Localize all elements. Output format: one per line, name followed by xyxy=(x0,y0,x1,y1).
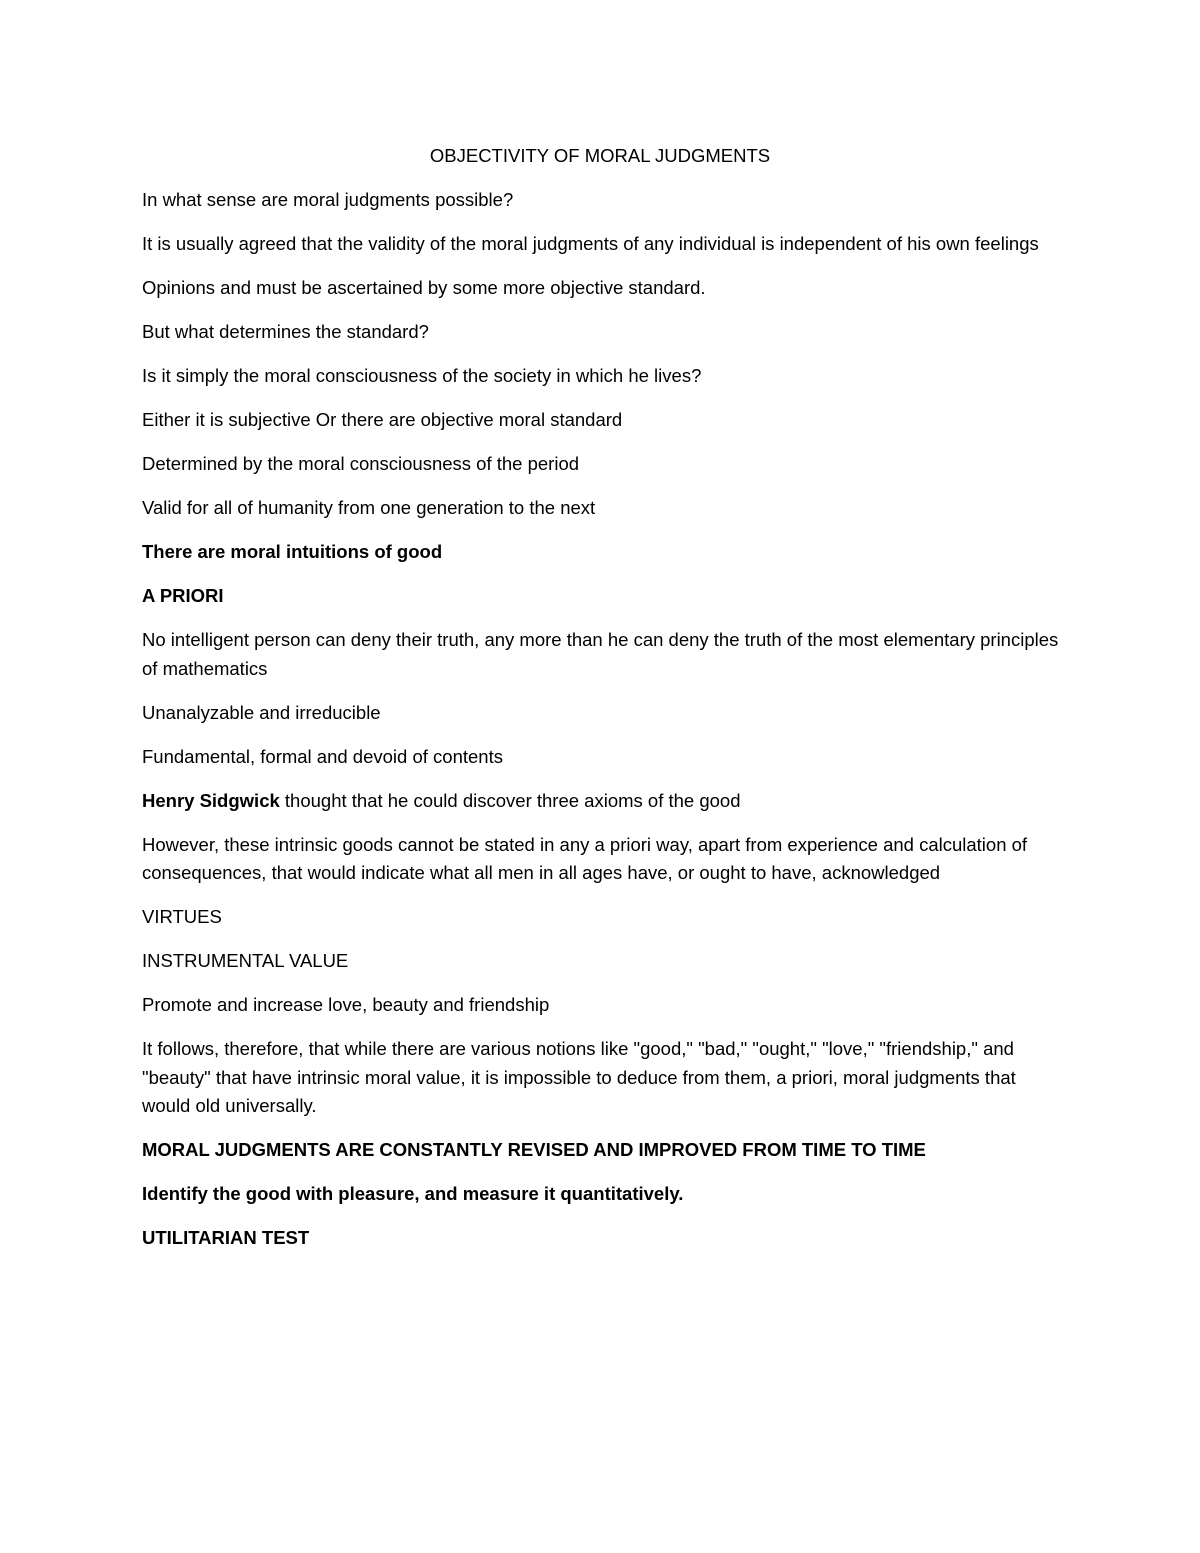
paragraph: However, these intrinsic goods cannot be stated in any a priori way, apart from experience and calculation of consequences, that would indicate what all men in all ages have, or ought to have, acknowledged xyxy=(142,833,1028,883)
bold-heading: Identify the good with pleasure, and measure it quantitatively. xyxy=(142,1183,684,1204)
bold-heading: There are moral intuitions of good xyxy=(142,541,443,562)
person-name: Henry Sidgwick xyxy=(142,789,280,811)
document-title: OBJECTIVITY OF MORAL JUDGMENTS xyxy=(429,145,771,166)
paragraph: Determined by the moral consciousness of the period xyxy=(142,453,580,474)
paragraph: It is usually agreed that the validity of the moral judgments of any individual is independent of his own feelings xyxy=(142,233,1039,254)
paragraph: In what sense are moral judgments possible? xyxy=(142,189,514,210)
paragraph: But what determines the standard? xyxy=(142,321,429,342)
paragraph: Promote and increase love, beauty and friendship xyxy=(142,994,550,1015)
paragraph: Is it simply the moral consciousness of the society in which he lives? xyxy=(142,365,702,386)
paragraph-text: thought that he could discover three axioms of the good xyxy=(279,789,741,811)
bold-heading: A PRIORI xyxy=(142,585,224,606)
paragraph: Valid for all of humanity from one generation to the next xyxy=(142,497,596,518)
bold-heading: UTILITARIAN TEST xyxy=(142,1227,310,1248)
paragraph: Unanalyzable and irreducible xyxy=(142,701,381,723)
paragraph xyxy=(142,787,1067,816)
paragraph: No intelligent person can deny their truth, any more than he can deny the truth of the most elementary principles of mathematics xyxy=(142,629,1059,679)
document-body xyxy=(142,186,1067,1268)
paragraph: INSTRUMENTAL VALUE xyxy=(142,950,349,971)
bold-heading: MORAL JUDGMENTS ARE CONSTANTLY REVISED AND IMPROVED FROM TIME TO TIME xyxy=(142,1139,926,1160)
paragraph: Fundamental, formal and devoid of contents xyxy=(142,745,503,767)
paragraph: VIRTUES xyxy=(142,906,222,927)
paragraph: Either it is subjective Or there are objective moral standard xyxy=(142,409,623,430)
paragraph: Opinions and must be ascertained by some more objective standard. xyxy=(142,277,706,298)
paragraph: It follows, therefore, that while there are various notions like "good," "bad," "ought," "love," "friendship," and "beauty" that have intrinsic moral value, it is impossible to deduce from them, a priori, moral judgments that would old universally. xyxy=(142,1038,1016,1116)
